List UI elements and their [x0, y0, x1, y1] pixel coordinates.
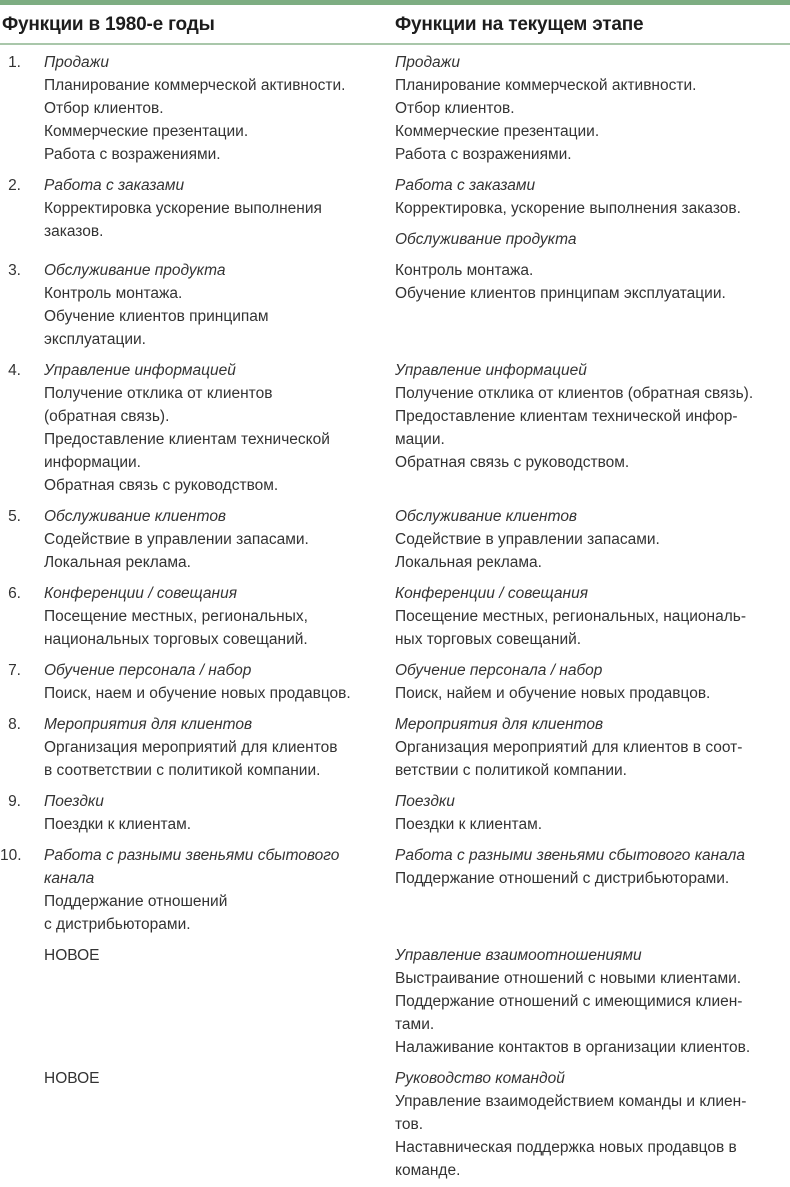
cell-current [395, 582, 790, 651]
text-line: Содействие в управлении запасами. [395, 531, 660, 548]
cell-1980s [21, 844, 395, 936]
row-number: 1. [8, 54, 21, 71]
text-line: ветствии с политикой компании. [395, 762, 627, 779]
text-line: Отбор клиентов. [44, 100, 164, 117]
item-heading: Обслуживание клиентов [395, 508, 578, 525]
text-line: Поддержание отношений с дистрибьюторами. [395, 870, 730, 887]
item-heading: Продажи [44, 54, 109, 71]
text-line: Организация мероприятий для клиентов [44, 739, 338, 756]
cell-1980s [21, 790, 395, 836]
text-line: с дистрибьюторами. [44, 916, 191, 933]
item-heading: Мероприятия для клиентов [395, 716, 604, 733]
row-number: 8. [8, 716, 21, 733]
text-line: Получение отклика от клиентов [44, 385, 273, 402]
table-row [0, 659, 790, 705]
cell-1980s [21, 713, 395, 782]
item-heading: Работа с разными звеньями сбытового канала [395, 847, 745, 864]
item-heading: Поездки [395, 793, 455, 810]
table-row [0, 1067, 790, 1182]
cell-current [395, 359, 790, 474]
text-line: Корректировка ускорение выполнения [44, 200, 322, 217]
text-line: Содействие в управлении запасами. [44, 531, 309, 548]
item-heading: Руководство командой [395, 1070, 565, 1087]
cell-1980s [21, 51, 395, 166]
text-line: Налаживание контактов в организации клиентов. [395, 1039, 751, 1056]
row-number: 3. [8, 262, 21, 279]
column-header-1980s: Функции в 1980-е годы [2, 14, 215, 35]
text-line: Поддержание отношений с имеющимися клиен- [395, 993, 743, 1010]
item-heading: Обслуживание продукта [395, 231, 577, 248]
table-row [0, 51, 790, 166]
cell-current [395, 944, 790, 1059]
text-line: Посещение местных, региональных, [44, 608, 308, 625]
text-line: Получение отклика от клиентов (обратная связь). [395, 385, 754, 402]
text-line: (обратная связь). [44, 408, 170, 425]
text-line: Наставническая поддержка новых продавцов в [395, 1139, 737, 1156]
column-header-current: Функции на текущем этапе [395, 14, 644, 35]
cell-current [395, 844, 790, 890]
text-line: Отбор клиентов. [395, 100, 515, 117]
text-line: Поездки к клиентам. [395, 816, 543, 833]
text-line: Планирование коммерческой активности. [395, 77, 697, 94]
text-line: команде. [395, 1162, 461, 1179]
item-heading: Конференции / совещания [44, 585, 237, 602]
text-line: Выстраивание отношений с новыми клиентами. [395, 970, 742, 987]
text-line: Корректировка, ускорение выполнения заказов. [395, 200, 741, 217]
cell-current [395, 259, 790, 305]
row-number: 2. [8, 177, 21, 194]
row-number: 4. [8, 362, 21, 379]
item-heading: Работа с заказами [395, 177, 536, 194]
text-line: Работа с возражениями. [395, 146, 572, 163]
cell-current [395, 51, 790, 166]
new-label: НОВОЕ [44, 947, 100, 964]
item-heading: Управление взаимоотношениями [395, 947, 642, 964]
text-line: Поиск, найем и обучение новых продавцов. [395, 685, 711, 702]
text-line: тами. [395, 1016, 435, 1033]
cell-1980s [21, 659, 395, 705]
item-heading: Обслуживание клиентов [44, 508, 227, 525]
text-line: Обратная связь с руководством. [44, 477, 279, 494]
text-line: Обучение клиентов принципам [44, 308, 269, 325]
text-line: Контроль монтажа. [44, 285, 183, 302]
cell-1980s [21, 944, 395, 967]
text-line: Предоставление клиентам технической инфор- [395, 408, 738, 425]
item-heading: Управление информацией [44, 362, 236, 379]
text-line: Управление взаимодействием команды и клиен- [395, 1093, 747, 1110]
table-row [0, 844, 790, 936]
text-line: Обучение клиентов принципам эксплуатации. [395, 285, 726, 302]
text-line: Коммерческие презентации. [395, 123, 600, 140]
text-line: Контроль монтажа. [395, 262, 534, 279]
item-heading: Обучение персонала / набор [395, 662, 603, 679]
item-heading: Работа с заказами [44, 177, 185, 194]
row-number: 7. [8, 662, 21, 679]
item-heading: Поездки [44, 793, 104, 810]
text-line: Посещение местных, региональных, националь- [395, 608, 746, 625]
cell-current [395, 1067, 790, 1182]
text-line: эксплуатации. [44, 331, 146, 348]
cell-1980s [21, 174, 395, 243]
table-row [0, 174, 790, 251]
table-header [0, 5, 790, 43]
cell-current [395, 659, 790, 705]
cell-current [395, 713, 790, 782]
text-line: заказов. [44, 223, 104, 240]
text-line: Локальная реклама. [44, 554, 191, 571]
table-body [0, 45, 790, 1182]
row-number: 9. [8, 793, 21, 810]
text-line: Поездки к клиентам. [44, 816, 192, 833]
text-line: Планирование коммерческой активности. [44, 77, 346, 94]
table-row [0, 944, 790, 1059]
cell-current [395, 505, 790, 574]
table-row [0, 582, 790, 651]
table-row [0, 259, 790, 351]
text-line: Поддержание отношений [44, 893, 228, 910]
item-heading: Мероприятия для клиентов [44, 716, 253, 733]
text-line: Обратная связь с руководством. [395, 454, 630, 471]
row-number: 5. [8, 508, 21, 525]
table-row [0, 505, 790, 574]
text-line: Организация мероприятий для клиентов в соот- [395, 739, 743, 756]
item-heading: Конференции / совещания [395, 585, 588, 602]
text-line: Коммерческие презентации. [44, 123, 249, 140]
text-line: мации. [395, 431, 445, 448]
cell-1980s [21, 359, 395, 497]
new-label: НОВОЕ [44, 1070, 100, 1087]
cell-1980s [21, 582, 395, 651]
text-line: ных торговых совещаний. [395, 631, 582, 648]
item-heading: Обслуживание продукта [44, 262, 226, 279]
table-row [0, 713, 790, 782]
text-line: информации. [44, 454, 141, 471]
cell-1980s [21, 259, 395, 351]
item-heading: Обучение персонала / набор [44, 662, 252, 679]
item-heading: Управление информацией [395, 362, 587, 379]
item-heading: Продажи [395, 54, 460, 71]
cell-1980s [21, 505, 395, 574]
cell-current [395, 790, 790, 836]
text-line: национальных торговых совещаний. [44, 631, 308, 648]
text-line: Локальная реклама. [395, 554, 542, 571]
table-row [0, 359, 790, 497]
text-line: в соответствии с политикой компании. [44, 762, 321, 779]
text-line: тов. [395, 1116, 424, 1133]
item-heading: Работа с разными звеньями сбытового [44, 847, 340, 864]
item-heading: канала [44, 870, 95, 887]
row-number: 10. [0, 847, 22, 864]
text-line: Предоставление клиентам технической [44, 431, 330, 448]
cell-current [395, 174, 790, 251]
row-number: 6. [8, 585, 21, 602]
cell-1980s [21, 1067, 395, 1090]
table-row [0, 790, 790, 836]
text-line: Поиск, наем и обучение новых продавцов. [44, 685, 351, 702]
text-line: Работа с возражениями. [44, 146, 221, 163]
